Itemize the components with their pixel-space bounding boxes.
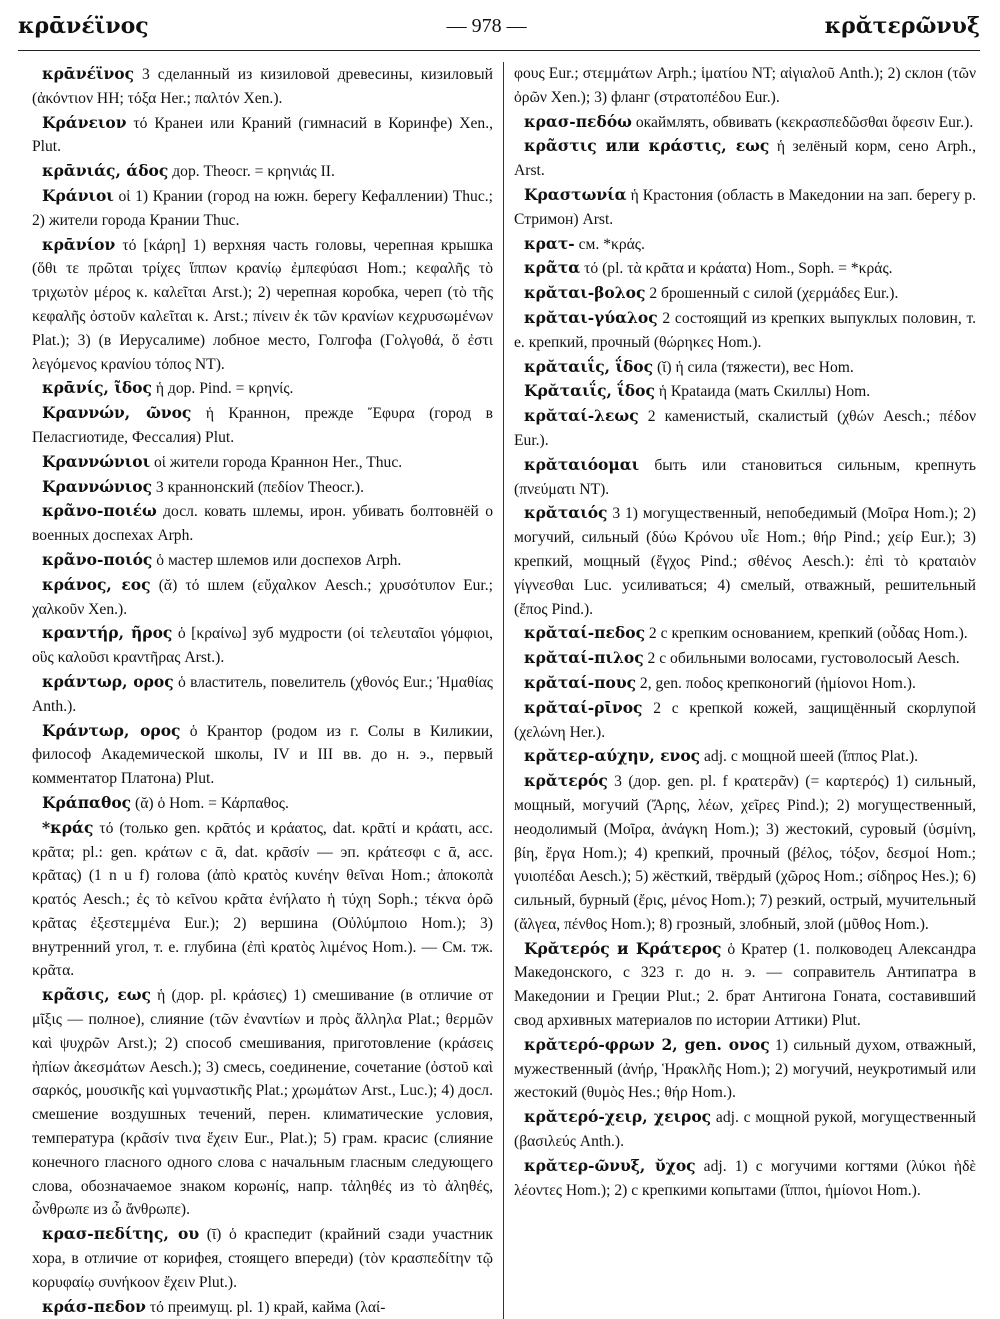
entry-headword: κρᾰταί-λεως [524,406,639,426]
entry-headword: Κράπαθος [42,792,132,812]
dictionary-entry [514,696,976,745]
dictionary-entry [514,62,976,110]
entry-headword: Κρᾰταιΐς, ΐδος [524,381,655,401]
entry-headword: Κραννώνιοι [42,451,151,471]
entry-definition: ἡ дор. Pind. = κρηνίς. [151,380,294,398]
entry-definition: дор. Theocr. = κρηνιάς II. [168,163,335,181]
dictionary-entry [32,499,493,548]
header-right-headword: κρᾰτερῶνυξ [824,13,980,39]
entry-definition: ἡ Краннон, прежде Ἔφυρα (город в Пеласгиотиде, Фессалия) Plut. [32,405,493,446]
entry-definition: (ῑ) ὁ краспедит (крайний сзади участник хора, в отличие от корифея, стоящего впереди) (τὸν κρασπεδίτην τῷ κορυφαίῳ συνήκοον ἔχειν Plut.). [32,1226,493,1291]
entry-definition: 2 с крепкой кожей, защищённый скорлупой (χελώνη Her.). [514,699,976,741]
entry-headword: κρᾶτα [524,258,581,278]
entry-definition: οἱ жители города Краннон Her., Thuc. [150,453,403,471]
dictionary-entry [32,1295,493,1319]
entry-headword: κράντωρ, ορος [42,671,174,691]
entry-headword: κρᾰτερός [524,771,608,791]
dictionary-entry [514,281,976,306]
dictionary-entry [514,1033,976,1105]
entry-headword: κρᾶσις, εως [42,985,151,1005]
entry-headword: κρᾰτερ-αύχην, ενος [524,746,701,766]
dictionary-entry [32,159,493,184]
entry-definition: οἱ 1) Крании (город на южн. берегу Кефаллении) Thuc.; 2) жители города Крании Thuc. [32,187,493,229]
entry-definition: ἡ Крастония (область в Македонии на зап. берегу р. Стримон) Arst. [514,186,976,228]
entry-definition: τό (pl. τὰ κρᾶτα и κράατα) Hom., Soph. = *κράς. [580,260,893,278]
entry-headword: κρᾰταιΐς, ΐδος [524,356,654,376]
entry-definition: 3 краннонский (πεδίον Theocr.). [152,478,365,496]
entry-headword: κρᾰταί-πεδος [524,623,646,643]
dictionary-entry [32,791,493,816]
entry-headword: Κράντωρ, ορος [42,720,181,740]
entry-definition: adj. с мощной рукой, могущественный (βασιλεύς Anth.). [514,1109,976,1151]
dictionary-entry [514,306,976,355]
entry-definition: ἡ Крataида (мать Скиллы) Hom. [654,383,871,401]
entry-headword: Κράνιοι [42,185,114,205]
entry-definition: 2 состоящий из крепких выпуклых половин, т. е. крепкий, прочный (θώρηκες Hom.). [514,309,976,351]
page-number: — 978 — [446,14,527,37]
entry-definition: 3 сделанный из кизиловой древесины, кизиловый (ἀκόντιον HH; τόξα Her.; παλτόν Xen.). [32,66,493,107]
entry-headword: Κράνειον [42,112,127,132]
dictionary-entry [32,401,493,450]
dictionary-entry [32,233,493,377]
left-column [32,62,504,1319]
dictionary-entry [514,769,976,937]
entry-headword: κρᾰταί-πιλος [524,648,644,668]
entry-definition: ὁ Кратер (1. полководец Александра Македонского, с 323 г. до н. э. — соправитель Антипатра в Македонии и Греции Plut.; 2. брат Антигона Гоната, составивший свод архивных материалов по истории Аттики) Plut. [514,940,976,1030]
entry-headword: κρᾰται-γύαλος [524,307,658,327]
entry-definition: ἡ зелёный корм, сено Arph., Arst. [514,138,976,180]
entry-headword: κρᾶνο-ποιός [42,549,153,569]
entry-definition: ὁ Крантор (родом из г. Солы в Киликии, философ Академической школы, IV и III вв. до н. э., первый комментатор Платона) Plut. [32,722,493,788]
entry-headword: Κραστωνία [524,184,627,204]
entry-definition: (ῐ) ἡ сила (тяжести), вес Hom. [653,358,854,376]
entry-headword: Κραννώνιος [42,476,153,496]
entry-headword: κρᾰταιόομαι [524,454,640,474]
entry-definition: 1) сильный духом, отважный, мужественный (ἀνήρ, Ἡρακλῆς Hom.); 2) могучий, неукротимый или жестокий (θυμὸς Hes.; θήρ Hom.). [514,1036,977,1102]
entry-headword: κρᾱνίς, ῖδος [42,378,152,398]
entry-headword: κράσ-πεδον [42,1296,146,1316]
entry-definition: τό преимущ. pl. 1) край, кайма (λαί- [145,1298,386,1316]
entry-headword: κράνος, εος [42,574,151,594]
entry-headword: κρᾶστις или κράστις, εως [524,136,770,156]
entry-definition: τό (только gen. κρᾱτός и κράατος, dat. κρᾱτί и κράατι, acc. κρᾶτα; pl.: gen. κράτων с ᾱ, dat. κρᾱσίν — эп. κράτεσφι с ᾱ, acc. κρᾶτας) (1 n u f) голова (ἀπὸ κρατὸς κυνέην θεῖναι Hom.; ἀποκοπὰ κρατός Aesch.; ἐς τὸ κεῖνου κρᾶτα ἐνήλατο ἡ τύχη Soph.; τέκνα ὁρῶ κρᾶτας ἐξεστεμμένα Eur.); 2) вершина (Οὐλύμποιο Hom.); 3) внутренний угол, т. е. глубина (ἐπὶ κρατὸς λιμένος Hom.). — См. тж. κρᾶτα. [32,819,493,980]
dictionary-entry [514,232,976,257]
entry-headword: κρασ-πεδόω [524,111,632,131]
dictionary-entry [514,453,976,502]
dictionary-entry [514,621,976,646]
entry-headword: κρασ-πεδίτης, ου [42,1224,200,1244]
entry-headword: κρᾰταιός [524,503,608,523]
header-rule [18,50,980,51]
dictionary-entry [514,183,976,232]
page-header [18,6,980,46]
dictionary-entry [32,475,493,500]
entry-headword: Κραννών, ῶνος [42,403,192,423]
dictionary-entry [514,404,976,453]
dictionary-entry [32,111,493,160]
dictionary-entry [32,62,493,111]
dictionary-entry [514,1154,976,1203]
dictionary-entry [32,573,493,622]
dictionary-entry [32,983,493,1222]
dictionary-entry [514,110,976,135]
entry-definition: τό Кранеи или Краний (гимнасий в Коринфе) Xen., Plut. [32,114,493,156]
entry-definition: (ᾰ) ὁ Hom. = Κάρπαθος. [131,794,289,812]
dictionary-entry [514,355,976,380]
entry-headword: κρατ- [524,233,575,253]
entry-headword: κρᾰταί-πους [524,672,637,692]
header-left-headword: κρᾱνέϊνος [18,13,149,39]
dictionary-entry [514,1105,976,1154]
entry-definition: досл. ковать шлемы, ирон. убивать болтовнёй о военных доспехах Arph. [32,503,493,545]
dictionary-entry [32,184,493,233]
entry-headword: κρᾰτερό-φρων 2, gen. ονος [524,1034,770,1054]
entry-definition: ὁ властитель, повелитель (χθονός Eur.; Ἠμαθίας Anth.). [32,673,493,715]
dictionary-entry [32,670,493,719]
entry-headword: κρᾰταί-ρῑνος [524,697,643,717]
dictionary-entry [32,450,493,475]
entry-definition: ἡ (дор. pl. κράσιες) 1) смешивание (в отличие от μῖξις — полное), слияние (τῶν ἐναντίων и πρὸς ἄλληλα Plat.; θερμῶν καὶ ψυχρῶν Arst.); 2) способ смешивания, приготовление (κράσεις ἠπίων ἀκεσμάτων Aesch.); 3) смесь, соединение, сочетание (ὀστοῦ καὶ σαρκός, μουσικῆς καὶ γυμναστικῆς Plat.; χρωμάτων Arst., Luc.); 4) досл. смешение воздушных течений, перен. климатические условия, температура (κρᾶσίν τινα ἔχειν Eur., Plat.); 5) грам. красис (слияние конечного гласного одного слова с начальным гласным следующего слова, обозначаемое знаком корωнίς, напр. τἀληθές из τὸ ἀληθές, ὦνθρωπε из ὦ ἄνθρωπε). [32,987,493,1219]
entry-headword: Κρᾰτερός и Κράτερος [524,938,722,958]
entry-definition: 3 (дор. gen. pl. f κρατερᾶν) (= καρτερός) 1) сильный, мощный, могучий (Ἄρης, λέων, χεῖρες Pind.); 2) могущественный, неодолимый (Μοῖρα, ἀνάγκη Hom.); 3) жестокий, суровый (ὑσμίνη, βίη, ἔργα Hom.); 4) крепкий, прочный (βέλος, τόξον, δεσμοί Hom.; γυιοπέδαι Aesch.); 5) жёсткий, твёрдый (χῶρος Hom.; σίδηρος Hes.); 6) сильный, бурный (ἔρις, μένος Hom.); 7) резкий, острый, мучительный (ἄλγεα, πένθος Hom.); 8) грозный, злобный, злой (μῦθος Hom.). [514,773,976,933]
entry-definition: 3 1) могущественный, непобедимый (Μοῖρα Hom.); 2) могучий, сильный (δύω Κρόνου υἷε Hom.; θήρ Pind.; χείρ Eur.); 3) крепкий, мощный (ἔγχος Pind.; σθένος Aesch.): ἐπὶ τὸ κραταιὸν γίγνεσθαι Luc. усиливаться; 4) смелый, отважный, решительный (ἔπος Pind.). [514,505,976,618]
entry-headword: κρᾱνιάς, άδος [42,161,169,181]
dictionary-entry [32,548,493,573]
entry-definition: окаймлять, обвивать (κεκρασπεδῶσθαι ὄφεσιν Eur.). [631,113,974,131]
entry-headword: κρᾱνίον [42,234,116,254]
entry-headword: κρᾰται-βολος [524,283,646,303]
dictionary-entry [514,134,976,183]
entry-headword: *κράς [42,817,94,837]
entry-definition: 2 брошенный с силой (χερμάδες Eur.). [645,285,899,303]
entry-definition: adj. 1) с могучими когтями (λύκοι ἠδὲ λέοντες Hom.); 2) с крепкими копытами (ἵπποι, ἡμίονοι Hom.). [514,1157,976,1199]
entry-headword: κρᾰτερό-χειρ, χειρος [524,1107,712,1127]
entry-headword: κρᾱνέϊνος [42,64,135,83]
dictionary-entry [32,621,493,670]
entry-headword: κραντήρ, ῆρος [42,623,173,643]
dictionary-entry [32,376,493,401]
entry-headword: κρᾰτερ-ῶνυξ, ῠχος [524,1155,696,1175]
entry-definition: 2 с крепким основанием, крепкий (οὖδας Hom.). [645,625,968,643]
entry-headword: κρᾶνο-ποιέω [42,501,157,521]
entry-definition: τό [κάρη] 1) верхняя часть головы, черепная крышка (ὅθι τε πρῶται τρίχες ἵππων κρανίῳ ἐμπεφύασι Hom.; κεφαλῆς τὸ τριχωτὸν μέρος κ. καλεῖται Arst.); 2) черепная коробка, череп (τὸ τῆς κεφαλῆς ὀστοῦν καλεῖται κ. Arst.; πίνειν ἐκ τῶν κρανίων κεχρυσωμένων Plat.); 3) (в Иерусалиме) лобное место, Голгофа (Γολγοθά, ὅ ἐστι λεγόμενος κρανίου τόπος NT). [32,236,493,373]
dictionary-entry [32,816,493,984]
entry-definition: (ᾰ) τό шлем (εὔχαλκον Aesch.; χρυσότυπον Eur.; χαλκοῦν Xen.). [32,576,493,618]
dictionary-entry [514,937,976,1033]
dictionary-entry [514,501,976,621]
entry-definition: 2, gen. ποδος крепконогий (ἡμίονοι Hom.). [636,674,916,692]
dictionary-columns [32,62,980,1316]
dictionary-entry [32,719,493,791]
dictionary-entry [514,256,976,281]
dictionary-entry [514,671,976,696]
entry-definition: быть или становиться сильным, крепнуть (πνεύματι NT). [514,456,976,498]
right-column [504,62,976,1319]
entry-definition: 2 с обильными волосами, густоволосый Aesch. [643,650,960,668]
dictionary-entry [514,646,976,671]
dictionary-entry [32,1222,493,1294]
entry-definition: adj. с мощной шеей (ἵππος Plat.). [700,748,919,766]
dictionary-entry [514,744,976,769]
entry-definition: φους Eur.; στεμμάτων Arph.; ἱματίου NT; αἰγιαλοῦ Anth.); 2) склон (τῶν ὀρῶν Xen.); 3) фланг (στρατοπέδου Eur.). [514,65,976,106]
entry-definition: см. *κράς. [574,235,645,253]
entry-definition: 2 каменистый, скалистый (χθών Aesch.; πέδον Eur.). [514,408,976,449]
dictionary-entry [514,379,976,404]
entry-definition: ὁ мастер шлемов или доспехов Arph. [152,551,402,569]
entry-definition: ὁ [κραίνω] зуб мудрости (οἱ τελευταῖοι γόμφιοι, οὓς καλοῦσι κραντῆρας Arst.). [32,625,494,667]
